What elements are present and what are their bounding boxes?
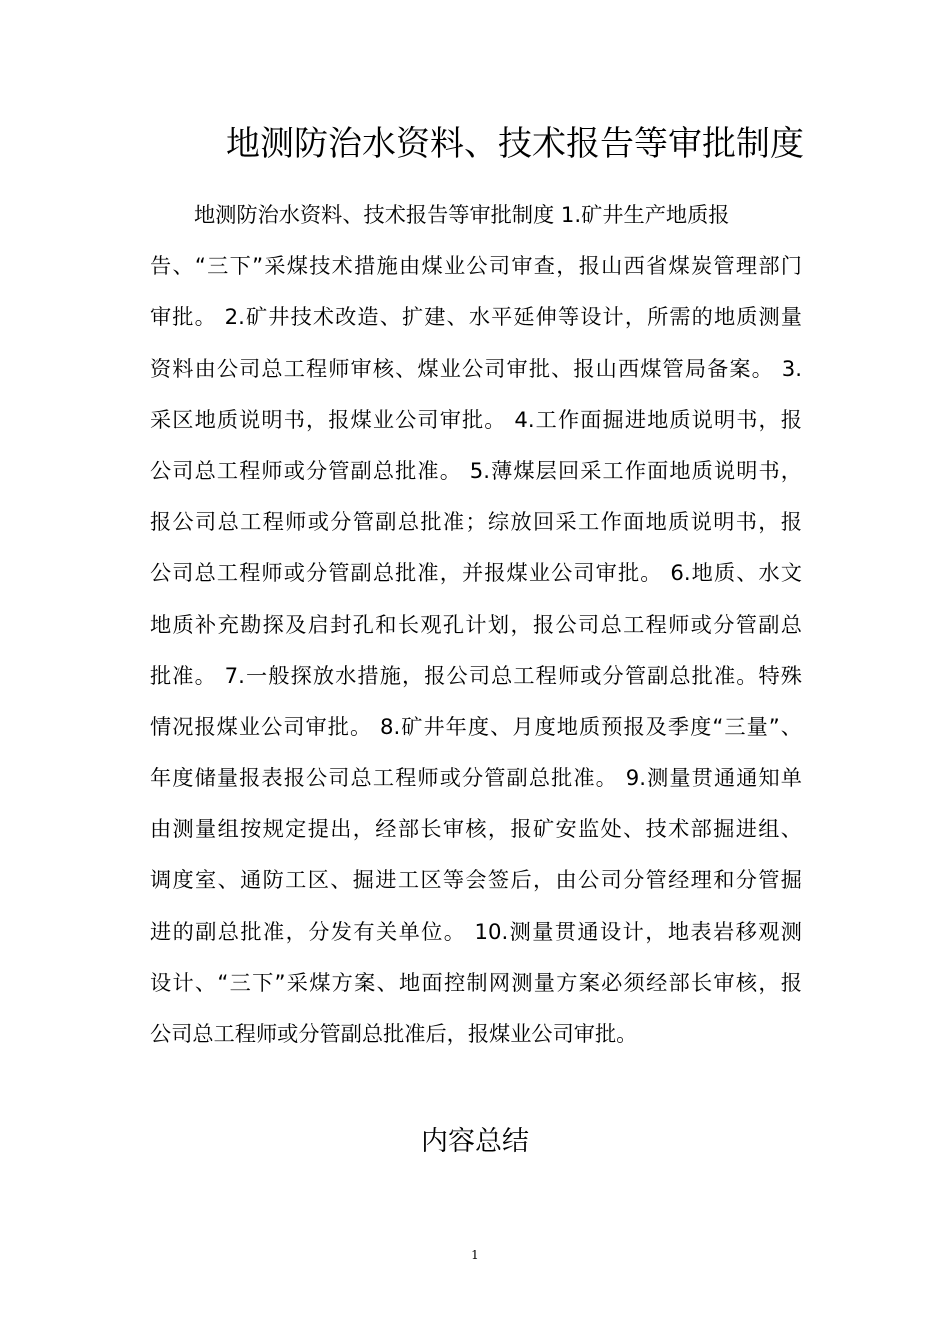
summary-heading: 内容总结: [421, 1126, 529, 1157]
body-line: 情况报煤业公司审批。 8.矿井年度、月度地质预报及季度“三量”、: [150, 713, 802, 739]
body-line: 地测防治水资料、技术报告等审批制度 1.矿井生产地质报: [194, 202, 730, 227]
body-line: 由测量组按规定提出，经部长审核，报矿安监处、技术部掘进组、: [150, 816, 802, 842]
body-line: 调度室、通防工区、掘进工区等会签后，由公司分管经理和分管掘: [150, 867, 802, 893]
body-line: 公司总工程师或分管副总批准后，报煤业公司审批。: [150, 1021, 638, 1046]
body-line: 设计、“三下”采煤方案、地面控制网测量方案必须经部长审核，报: [150, 969, 802, 995]
body-line: 采区地质说明书，报煤业公司审批。 4.工作面掘进地质说明书，报: [150, 406, 802, 432]
body-line: 进的副总批准，分发有关单位。 10.测量贯通设计，地表岩移观测: [150, 918, 802, 944]
document-body: [150, 189, 802, 1059]
document-title: 地测防治水资料、技术报告等审批制度: [226, 124, 804, 164]
body-line: 告、“三下”采煤技术措施由煤业公司审查，报山西省煤炭管理部门: [150, 253, 802, 279]
body-line: 批准。 7.一般探放水措施，报公司总工程师或分管副总批准。特殊: [150, 662, 802, 688]
body-line: 年度储量报表报公司总工程师或分管副总批准。 9.测量贯通通知单: [150, 765, 802, 791]
body-line: 地质补充勘探及启封孔和长观孔计划，报公司总工程师或分管副总: [150, 611, 802, 637]
body-line: 资料由公司总工程师审核、煤业公司审批、报山西煤管局备案。 3.: [150, 355, 802, 381]
body-line: 公司总工程师或分管副总批准，并报煤业公司审批。 6.地质、水文: [150, 560, 802, 586]
body-line: 公司总工程师或分管副总批准。 5.薄煤层回采工作面地质说明书，: [150, 457, 802, 483]
body-line: 报公司总工程师或分管副总批准；综放回采工作面地质说明书，报: [150, 509, 802, 535]
page-number: 1: [471, 1248, 479, 1262]
body-line: 审批。 2.矿井技术改造、扩建、水平延伸等设计，所需的地质测量: [150, 304, 802, 330]
